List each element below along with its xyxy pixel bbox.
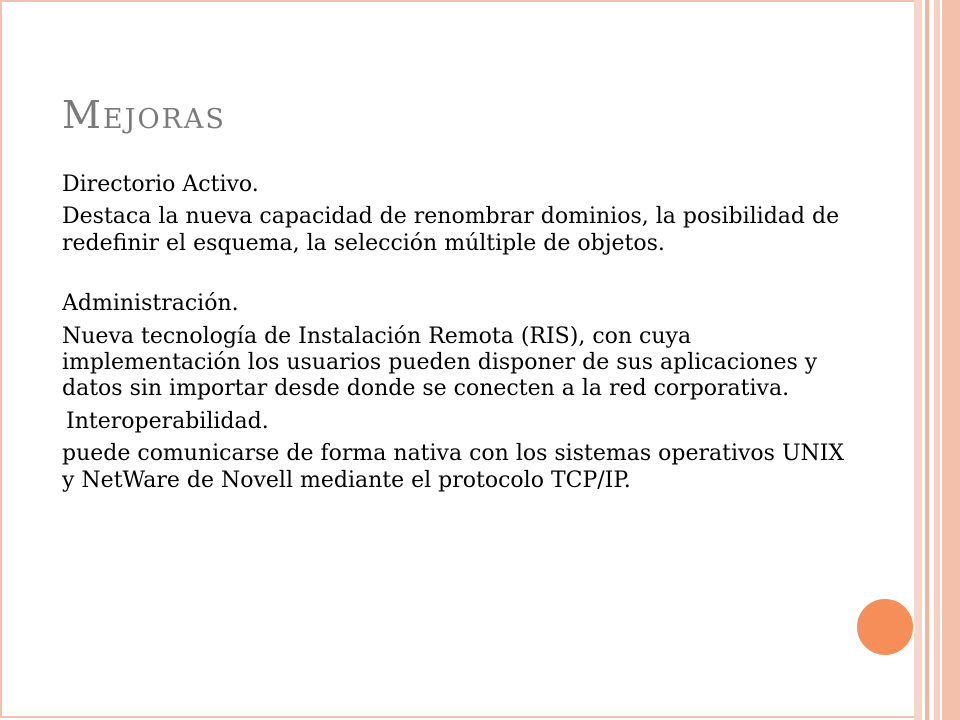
- slide-title: Mejoras: [62, 93, 226, 137]
- decorative-bar: [914, 0, 922, 720]
- heading-administracion: Administración.: [62, 291, 239, 317]
- paragraph-administracion: Nueva tecnología de Instalación Remota (RIS), con cuya implementación los usuarios pueden disponer de sus aplicaciones y datos sin importar desde donde se conecten a la red corporativa.: [62, 323, 818, 402]
- heading-directorio-activo: Directorio Activo.: [62, 172, 259, 197]
- paragraph-interoperabilidad: puede comunicarse de forma nativa con los sistemas operativos UNIX y NetWare de Novell mediante el protocolo TCP/IP.: [62, 441, 845, 493]
- paragraph-directorio-activo: Destaca la nueva capacidad de renombrar dominios, la posibilidad de redefinir el esquema, la selección múltiple de objetos.: [62, 204, 840, 256]
- decorative-bar: [942, 0, 960, 720]
- heading-interoperabilidad: Interoperabilidad.: [66, 408, 269, 434]
- accent-circle-icon: [855, 597, 915, 657]
- slide-body: [62, 172, 852, 500]
